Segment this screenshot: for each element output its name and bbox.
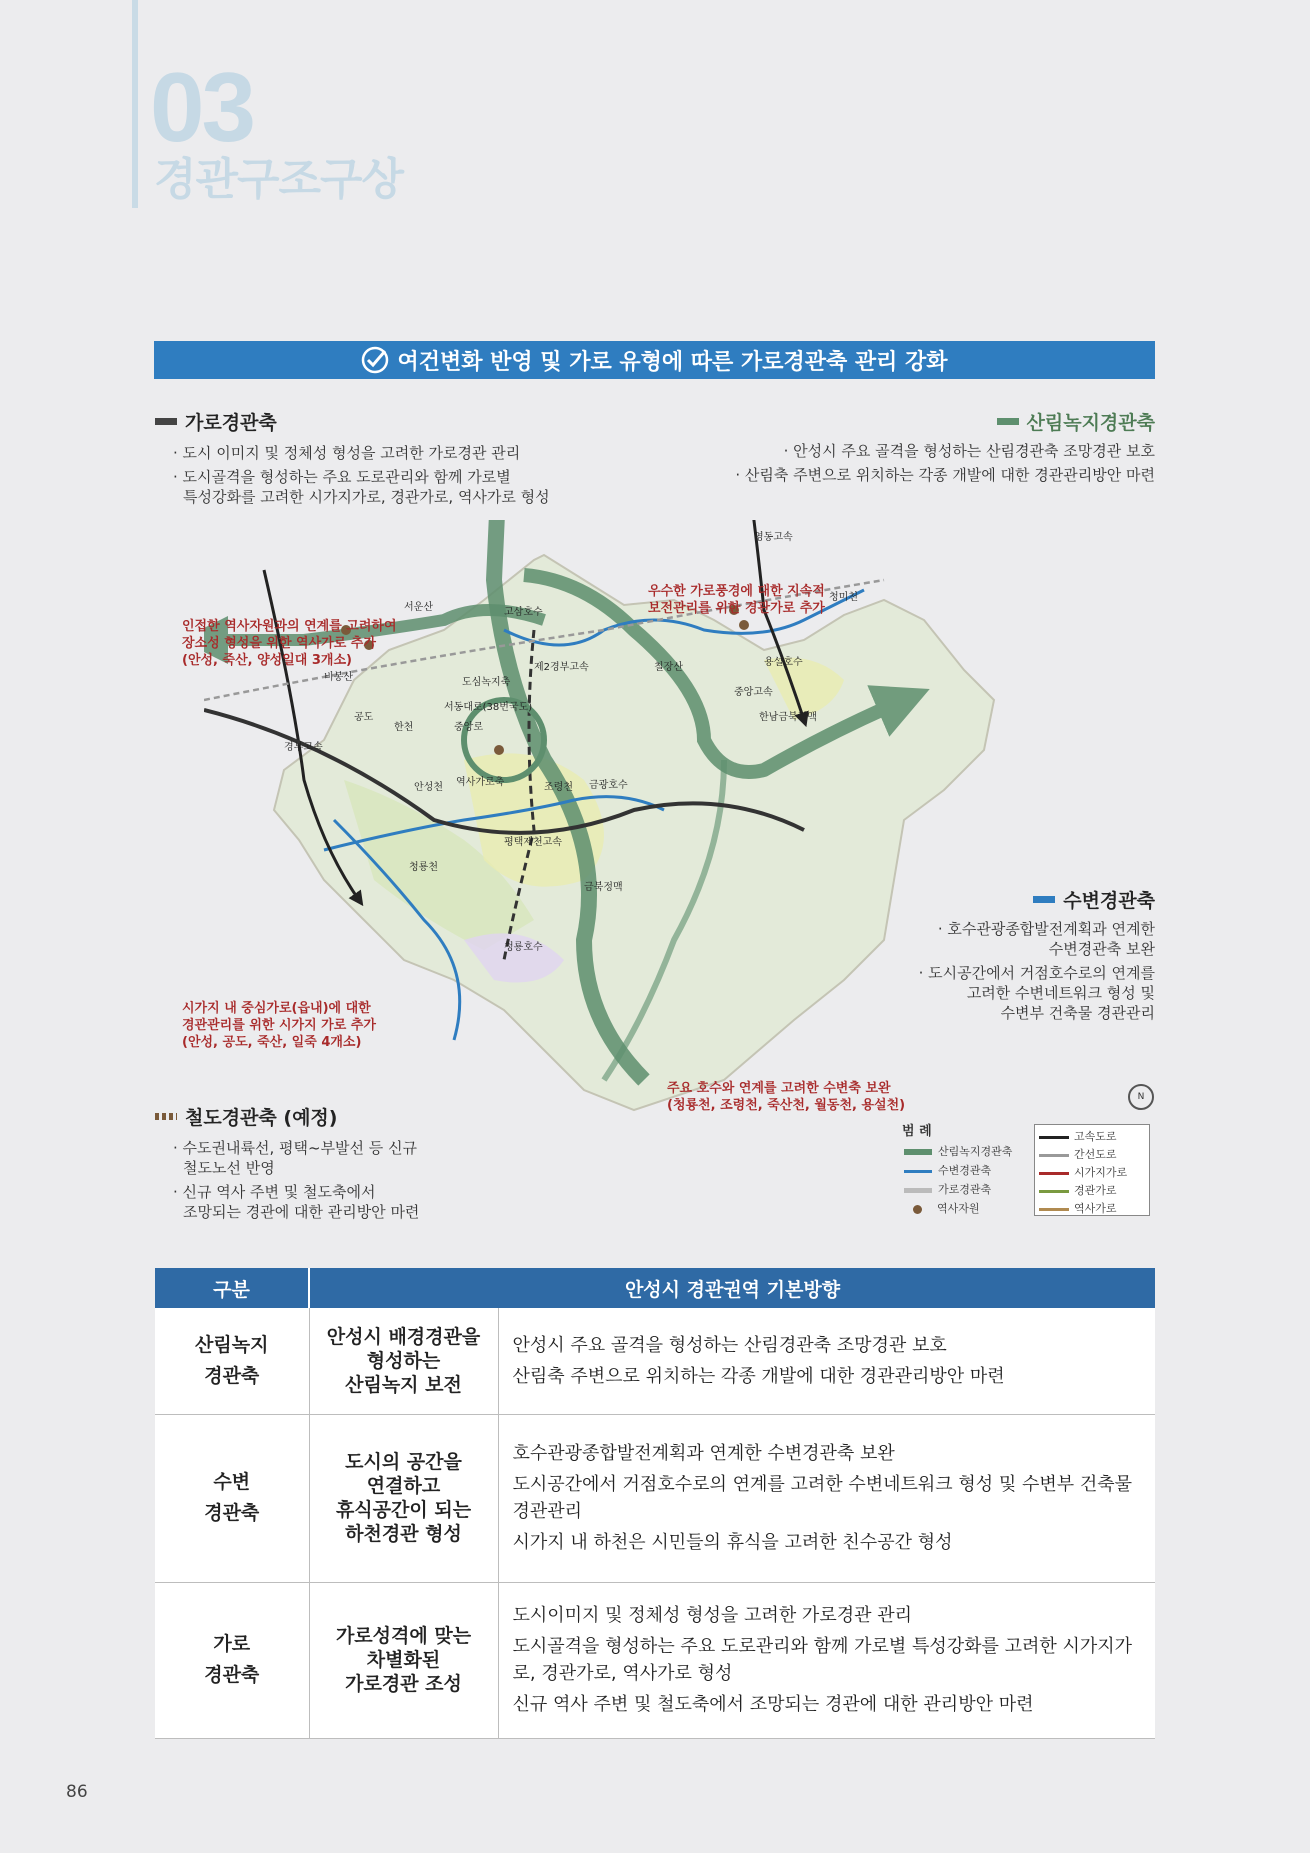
direction-table bbox=[155, 1268, 1155, 1739]
chapter-title: 경관구조구상 bbox=[154, 154, 404, 205]
row-item: 시가지 내 하천은 시민들의 휴식을 고려한 친수공간 형성 bbox=[512, 1532, 953, 1553]
legend-history-street: 역사가로 bbox=[1039, 1200, 1145, 1218]
map-label: 제2경부고속 bbox=[534, 662, 589, 673]
map-label: 경부고속 bbox=[284, 742, 323, 753]
note-line: 우수한 가로풍경에 대한 지속적 bbox=[648, 584, 825, 599]
rail-axis-bullet: 수도권내륙선, 평택~부발선 등 신규 bbox=[182, 1139, 418, 1157]
street-axis-block bbox=[155, 408, 595, 511]
legend-scenic-street: 경관가로 bbox=[1039, 1182, 1145, 1200]
map-label: 안성천 bbox=[414, 782, 443, 793]
legend-left-list bbox=[904, 1142, 1012, 1218]
water-axis-title: 수변경관축 bbox=[1063, 890, 1155, 912]
legend-history: 역사자원 bbox=[904, 1199, 1012, 1218]
map-label: 비봉산 bbox=[324, 672, 353, 683]
legend-water: 수변경관축 bbox=[904, 1161, 1012, 1180]
note-line: 장소성 형성을 위한 역사가로 추가 bbox=[182, 636, 376, 651]
history-resource-point bbox=[739, 620, 749, 630]
check-circle-icon bbox=[361, 346, 389, 374]
note-history-street bbox=[182, 618, 397, 669]
note-line: 인접한 역사자원과의 연계를 고려하여 bbox=[182, 619, 397, 634]
note-line: (안성, 공도, 죽산, 일죽 4개소) bbox=[182, 1035, 362, 1050]
map-label: 청룡호수 bbox=[504, 942, 543, 953]
row-items bbox=[498, 1582, 1155, 1738]
map-label: 금광호수 bbox=[589, 780, 628, 791]
note-line: 보전관리를 위한 경관가로 추가 bbox=[648, 601, 825, 616]
legend-urban-street: 시가지가로 bbox=[1039, 1164, 1145, 1182]
note-line: 주요 호수와 연계를 고려한 수변축 보완 bbox=[667, 1081, 891, 1096]
forest-axis-marker bbox=[997, 418, 1019, 425]
map-legend bbox=[900, 1092, 1160, 1222]
legend-street: 가로경관축 bbox=[904, 1180, 1012, 1199]
forest-axis-bullets: · 안성시 주요 골격을 형성하는 산림경관축 조망경관 보호 · 산림축 주변으로 위치하는 각종 개발에 대한 경관관리방안 마련 bbox=[735, 442, 1155, 484]
map-label: 중앙고속 bbox=[734, 687, 773, 698]
section-banner bbox=[154, 341, 1155, 379]
row-item: 산림축 주변으로 위치하는 각종 개발에 대한 경관관리방안 마련 bbox=[512, 1365, 1005, 1387]
street-axis-bullet: 특성강화를 고려한 시가지가로, 경관가로, 역사가로 형성 bbox=[183, 488, 550, 506]
note-line: 시가지 내 중심가로(읍내)에 대한 bbox=[182, 1001, 371, 1016]
row-item: 호수관광종합발전계획과 연계한 수변경관축 보완 bbox=[512, 1443, 895, 1464]
row-item: 도시골격을 형성하는 주요 도로관리와 함께 가로별 특성강화를 고려한 시가지가로, 경관가로, 역사가로 형성 bbox=[512, 1636, 1133, 1684]
row-category: 수변 경관축 bbox=[155, 1414, 309, 1582]
row-goal: 도시의 공간을 연결하고 휴식공간이 되는 하천경관 형성 bbox=[309, 1414, 498, 1582]
water-axis-block bbox=[870, 886, 1155, 1027]
water-axis-bullet: 수변경관축 보완 bbox=[1048, 940, 1155, 958]
water-axis-bullet: 고려한 수변네트워크 형성 및 bbox=[966, 984, 1155, 1002]
forest-axis-bullet: 산림축 주변으로 위치하는 각종 개발에 대한 경관관리방안 마련 bbox=[744, 466, 1155, 484]
map-label: 서동대로(38번국도) bbox=[444, 702, 533, 713]
row-items bbox=[498, 1414, 1155, 1582]
forest-axis-block bbox=[640, 408, 1155, 489]
street-axis-heading bbox=[155, 408, 595, 435]
note-line: 경관관리를 위한 시가지 가로 추가 bbox=[182, 1018, 376, 1033]
water-axis-heading bbox=[870, 886, 1155, 913]
forest-axis-bullet: 안성시 주요 골격을 형성하는 산림경관축 조망경관 보호 bbox=[793, 442, 1155, 460]
banner-title: 여건변화 반영 및 가로 유형에 따른 가로경관축 관리 강화 bbox=[397, 349, 948, 375]
row-item: 도시이미지 및 정체성 형성을 고려한 가로경관 관리 bbox=[512, 1605, 912, 1626]
table-header-category: 구분 bbox=[155, 1268, 309, 1308]
row-goal: 가로성격에 맞는 차별화된 가로경관 조성 bbox=[309, 1582, 498, 1738]
history-resource-point bbox=[494, 745, 504, 755]
rail-axis-heading bbox=[155, 1103, 455, 1130]
row-item: 도시공간에서 거점호수로의 연계를 고려한 수변네트워크 형성 및 수변부 건축물 경관관리 bbox=[512, 1474, 1133, 1522]
row-category: 산림녹지 경관축 bbox=[155, 1308, 309, 1414]
map-label: 금북정맥 bbox=[584, 882, 623, 893]
rail-axis-bullet: 신규 역사 주변 및 철도축에서 bbox=[182, 1183, 376, 1201]
rail-axis-block bbox=[155, 1103, 455, 1226]
street-axis-bullet: 도시골격을 형성하는 주요 도로관리와 함께 가로별 bbox=[182, 468, 511, 486]
table-row bbox=[155, 1308, 1155, 1414]
legend-expressway: 고속도로 bbox=[1039, 1128, 1145, 1146]
row-goal: 안성시 배경경관을 형성하는 산림녹지 보전 bbox=[309, 1308, 498, 1414]
water-axis-bullet: 호수관광종합발전계획과 연계한 bbox=[947, 920, 1155, 938]
page-number: 86 bbox=[66, 1782, 88, 1802]
water-axis-marker bbox=[1033, 896, 1055, 903]
rail-axis-marker bbox=[155, 1113, 177, 1120]
map-label: 청룡천 bbox=[409, 862, 438, 873]
note-line: (청룡천, 조령천, 죽산천, 월동천, 용설천) bbox=[667, 1098, 906, 1113]
row-item: 신규 역사 주변 및 철도축에서 조망되는 경관에 대한 관리방안 마련 bbox=[512, 1694, 1034, 1715]
legend-right-box bbox=[1034, 1124, 1150, 1216]
row-items bbox=[498, 1308, 1155, 1414]
forest-axis-heading bbox=[640, 408, 1155, 435]
row-item: 안성시 주요 골격을 형성하는 산림경관축 조망경관 보호 bbox=[512, 1334, 947, 1356]
table-row bbox=[155, 1414, 1155, 1582]
map-label: 칠장산 bbox=[654, 662, 683, 673]
note-lake-waterfront bbox=[667, 1080, 905, 1114]
map-label: 공도 bbox=[354, 712, 374, 723]
rail-axis-bullet: 철도노선 반영 bbox=[183, 1159, 275, 1177]
chapter-number: 03 bbox=[150, 52, 254, 162]
map-label: 한천 bbox=[394, 722, 414, 733]
legend-arterial: 간선도로 bbox=[1039, 1146, 1145, 1164]
map-label: 고삼호수 bbox=[504, 607, 543, 618]
table-header-row bbox=[155, 1268, 1155, 1308]
rail-axis-bullet: 조망되는 경관에 대한 관리방안 마련 bbox=[183, 1203, 420, 1221]
map-label: 도심녹지축 bbox=[462, 677, 511, 688]
north-arrow-icon: N bbox=[1128, 1084, 1154, 1110]
table-row bbox=[155, 1582, 1155, 1738]
row-category: 가로 경관축 bbox=[155, 1582, 309, 1738]
note-urban-street bbox=[182, 1000, 376, 1051]
forest-axis-title: 산림녹지경관축 bbox=[1026, 412, 1155, 434]
map-label: 평택제천고속 bbox=[504, 837, 562, 848]
legend-forest: 산림녹지경관축 bbox=[904, 1142, 1012, 1161]
map-label: 청미천 bbox=[829, 592, 858, 603]
street-axis-title: 가로경관축 bbox=[185, 412, 277, 434]
street-axis-marker bbox=[155, 418, 177, 425]
map-label: 한남금북정맥 bbox=[759, 712, 817, 723]
map-label: 영동고속 bbox=[754, 532, 793, 543]
note-line: (안성, 죽산, 양성일대 3개소) bbox=[182, 653, 352, 668]
legend-title: 범 례 bbox=[902, 1124, 932, 1139]
water-axis-bullets: · 호수관광종합발전계획과 연계한 수변경관축 보완 · 도시공간에서 거점호수로의 연계를 고려한 수변네트워크 형성 및 수변부 건축물 경관관리 bbox=[918, 920, 1155, 1022]
map-label: 역사가로축 bbox=[456, 777, 505, 788]
map-label: 조령천 bbox=[544, 782, 573, 793]
chapter-accent-bar bbox=[132, 0, 138, 208]
rail-axis-bullets: · 수도권내륙선, 평택~부발선 등 신규 철도노선 반영 · 신규 역사 주변 및 철도축에서 조망되는 경관에 대한 관리방안 마련 bbox=[173, 1139, 420, 1221]
note-scenic-street bbox=[648, 583, 825, 617]
map-label: 서운산 bbox=[404, 602, 433, 613]
street-axis-bullet: 도시 이미지 및 정체성 형성을 고려한 가로경관 관리 bbox=[182, 444, 521, 462]
water-axis-bullet: 도시공간에서 거점호수로의 연계를 bbox=[928, 964, 1155, 982]
street-axis-bullets: · 도시 이미지 및 정체성 형성을 고려한 가로경관 관리 · 도시골격을 형성하는 주요 도로관리와 함께 가로별 특성강화를 고려한 시가지가로, 경관가로, 역사가로 형성 bbox=[173, 444, 550, 506]
rail-axis-title: 철도경관축 (예정) bbox=[185, 1107, 338, 1129]
water-axis-bullet: 수변부 건축물 경관관리 bbox=[1000, 1004, 1155, 1022]
map-label: 중앙로 bbox=[454, 722, 483, 733]
map-label: 용설호수 bbox=[764, 657, 803, 668]
table-header-direction: 안성시 경관권역 기본방향 bbox=[309, 1268, 1155, 1308]
